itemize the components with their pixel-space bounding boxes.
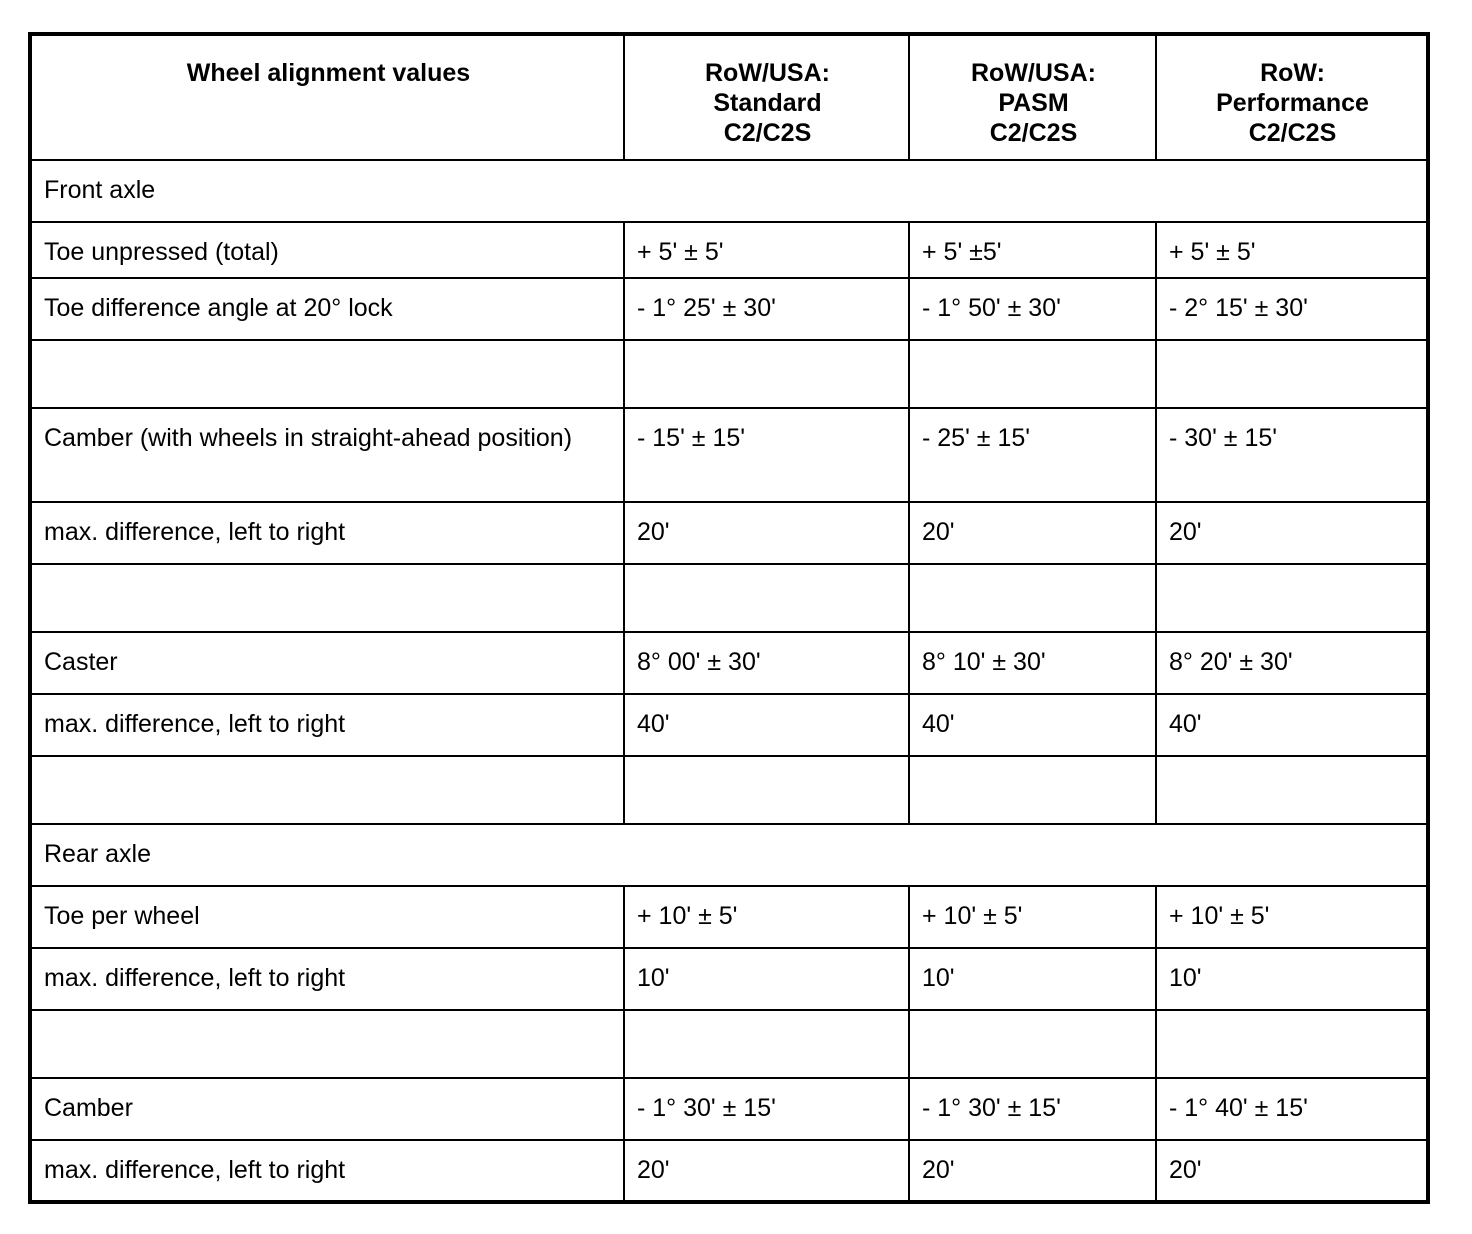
value-standard: 20' [624, 1140, 909, 1202]
row-label: Camber (with wheels in straight-ahead position) [30, 408, 624, 502]
table-row-toe-per-wheel-max-difference [30, 948, 1428, 1010]
empty-cell [30, 1010, 624, 1078]
row-label: max. difference, left to right [30, 948, 624, 1010]
row-label: Caster [30, 632, 624, 694]
table-row-toe-per-wheel [30, 886, 1428, 948]
value-performance: 40' [1156, 694, 1428, 756]
table-row-toe-unpressed [30, 222, 1428, 278]
empty-cell [30, 564, 624, 632]
table-row-camber-front-max-difference [30, 502, 1428, 564]
value-pasm: 40' [909, 694, 1156, 756]
value-pasm: 20' [909, 502, 1156, 564]
header-row [30, 34, 1428, 160]
empty-cell [1156, 564, 1428, 632]
value-pasm: - 1° 50' ± 30' [909, 278, 1156, 340]
value-pasm: - 1° 30' ± 15' [909, 1078, 1156, 1140]
table-row-caster-max-difference [30, 694, 1428, 756]
value-performance: 10' [1156, 948, 1428, 1010]
value-performance: + 5' ± 5' [1156, 222, 1428, 278]
empty-cell [30, 756, 624, 824]
row-label: max. difference, left to right [30, 502, 624, 564]
value-performance: - 1° 40' ± 15' [1156, 1078, 1428, 1140]
value-performance: 20' [1156, 1140, 1428, 1202]
table-row-camber-front [30, 408, 1428, 502]
empty-cell [1156, 1010, 1428, 1078]
header-parameter: Wheel alignment values [30, 34, 624, 160]
empty-cell [1156, 340, 1428, 408]
empty-cell [909, 564, 1156, 632]
row-label: Camber [30, 1078, 624, 1140]
row-label: Toe per wheel [30, 886, 624, 948]
value-standard: 40' [624, 694, 909, 756]
section-label-rear-axle: Rear axle [30, 824, 1428, 886]
empty-cell [624, 756, 909, 824]
value-standard: 8° 00' ± 30' [624, 632, 909, 694]
table-row-toe-difference-angle [30, 278, 1428, 340]
wheel-alignment-table-container [28, 32, 1430, 1204]
value-performance: 20' [1156, 502, 1428, 564]
value-standard: + 5' ± 5' [624, 222, 909, 278]
value-pasm: 10' [909, 948, 1156, 1010]
empty-cell [909, 756, 1156, 824]
value-performance: 8° 20' ± 30' [1156, 632, 1428, 694]
empty-cell [624, 340, 909, 408]
table-row-caster [30, 632, 1428, 694]
section-row-front-axle [30, 160, 1428, 222]
value-performance: - 30' ± 15' [1156, 408, 1428, 502]
value-performance: - 2° 15' ± 30' [1156, 278, 1428, 340]
wheel-alignment-table [28, 32, 1430, 1204]
value-standard: 20' [624, 502, 909, 564]
table-row-camber-rear [30, 1078, 1428, 1140]
value-standard: + 10' ± 5' [624, 886, 909, 948]
empty-cell [624, 564, 909, 632]
spacer-row [30, 340, 1428, 408]
empty-cell [624, 1010, 909, 1078]
value-pasm: 8° 10' ± 30' [909, 632, 1156, 694]
header-standard: RoW/USA: Standard C2/C2S [624, 34, 909, 160]
spacer-row [30, 1010, 1428, 1078]
row-label: max. difference, left to right [30, 1140, 624, 1202]
value-standard: - 15' ± 15' [624, 408, 909, 502]
empty-cell [30, 340, 624, 408]
value-pasm: + 5' ±5' [909, 222, 1156, 278]
header-performance: RoW: Performance C2/C2S [1156, 34, 1428, 160]
empty-cell [1156, 756, 1428, 824]
header-pasm: RoW/USA: PASM C2/C2S [909, 34, 1156, 160]
spacer-row [30, 564, 1428, 632]
value-pasm: - 25' ± 15' [909, 408, 1156, 502]
row-label: max. difference, left to right [30, 694, 624, 756]
table-row-camber-rear-max-difference [30, 1140, 1428, 1202]
value-pasm: 20' [909, 1140, 1156, 1202]
value-standard: 10' [624, 948, 909, 1010]
row-label: Toe unpressed (total) [30, 222, 624, 278]
empty-cell [909, 340, 1156, 408]
value-standard: - 1° 25' ± 30' [624, 278, 909, 340]
section-row-rear-axle [30, 824, 1428, 886]
section-label-front-axle: Front axle [30, 160, 1428, 222]
row-label: Toe difference angle at 20° lock [30, 278, 624, 340]
value-performance: + 10' ± 5' [1156, 886, 1428, 948]
spacer-row [30, 756, 1428, 824]
value-standard: - 1° 30' ± 15' [624, 1078, 909, 1140]
empty-cell [909, 1010, 1156, 1078]
value-pasm: + 10' ± 5' [909, 886, 1156, 948]
